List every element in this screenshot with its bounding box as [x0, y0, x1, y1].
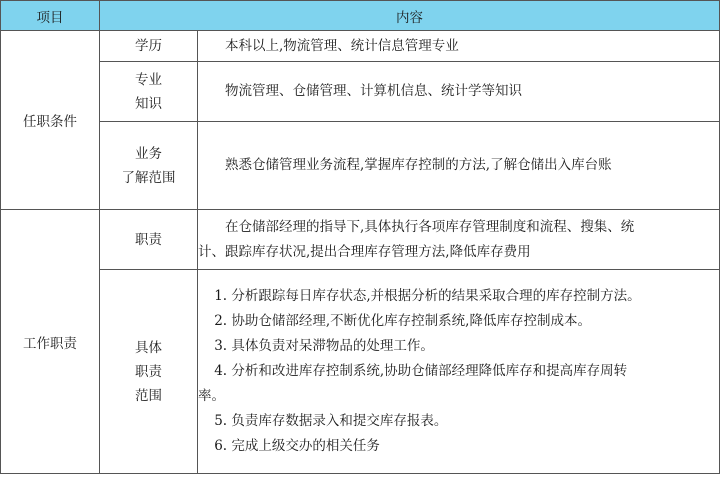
sub-label-cell: [100, 31, 198, 62]
table-header-row: [1, 1, 720, 31]
content-cell: 物流管理、仓储管理、计算机信息、统计学等知识: [198, 62, 720, 122]
list-item: 6. 完成上级交办的相关任务: [214, 438, 380, 454]
list-item: 2. 协助仓储部经理,不断优化库存控制系统,降低库存控制成本。: [214, 313, 591, 329]
list-item: 4. 分析和改进库存控制系统,协助仓储部经理降低库存和提高库存周转: [214, 363, 628, 379]
sub-label-cell: [100, 210, 198, 270]
sub-label-line: 具体: [135, 339, 162, 356]
content-line: 在仓储部经理的指导下,具体执行各项库存管理制度和流程、搜集、统: [225, 218, 635, 235]
table-row: [1, 122, 720, 210]
table-row: [1, 62, 720, 122]
sub-label-line: 了解范围: [121, 169, 176, 186]
table-row: [1, 31, 720, 62]
sub-label-cell: [100, 270, 198, 474]
sub-label-line: 范围: [135, 387, 162, 404]
content-cell: 熟悉仓储管理业务流程,掌握库存控制的方法,了解仓储出入库台账: [198, 122, 720, 210]
header-content: 内容: [100, 1, 720, 31]
sub-label-line: 业务: [135, 145, 162, 162]
sub-label-line: 职责: [135, 363, 162, 380]
sub-label-line: 专业: [135, 71, 162, 88]
table-row: [1, 270, 720, 474]
list-item: 率。: [198, 388, 225, 404]
list-item: 3. 具体负责对呆滞物品的处理工作。: [214, 338, 434, 354]
content-line: 计、跟踪库存状况,提出合理库存管理方法,降低库存费用: [198, 243, 531, 260]
sub-label-cell: [100, 62, 198, 122]
category-cell: 任职条件: [1, 31, 100, 210]
list-item: 1. 分析跟踪每日库存状态,并根据分析的结果采取合理的库存控制方法。: [214, 288, 641, 304]
content-cell: 本科以上,物流管理、统计信息管理专业: [198, 31, 720, 62]
sub-label-cell: [100, 122, 198, 210]
sub-label-line: 学历: [135, 38, 162, 54]
duty-list: [198, 270, 720, 474]
table-row: [1, 210, 720, 270]
category-cell: 工作职责: [1, 210, 100, 474]
content-cell: [198, 210, 720, 270]
list-item: 5. 负责库存数据录入和提交库存报表。: [214, 413, 448, 429]
sub-label-line: 知识: [135, 95, 162, 112]
header-item: 项目: [1, 1, 100, 31]
sub-label-line: 职责: [135, 231, 162, 248]
